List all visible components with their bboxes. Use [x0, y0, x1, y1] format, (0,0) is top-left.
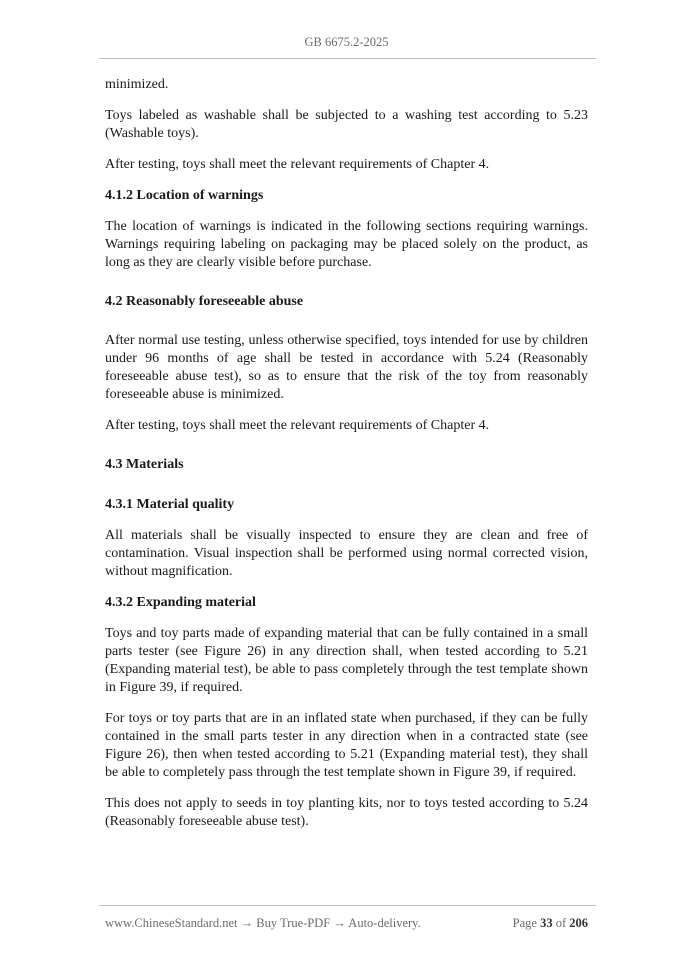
heading-4-1-2: 4.1.2 Location of warnings — [105, 188, 264, 203]
paragraph-expanding-material: Toys and toy parts made of expanding material that can be fully contained in a small parts tester (see Figure 26) in any direction shall, when tested according to 5.21 (Expanding material test), be able to pass completely through the test template shown in Figure 39, if required. — [105, 626, 588, 695]
footer-link-text[interactable]: www.ChineseStandard.net → Buy True-PDF → Auto-delivery. — [105, 916, 421, 930]
paragraph-continuation: minimized. — [105, 77, 169, 92]
page-header: GB 6675.2-2025 — [304, 35, 389, 49]
paragraph-after-testing: After testing, toys shall meet the relevant requirements of Chapter 4. — [105, 157, 490, 172]
heading-4-3-1: 4.3.1 Material quality — [105, 497, 235, 512]
paragraph-after-testing-2: After testing, toys shall meet the relevant requirements of Chapter 4. — [105, 418, 490, 433]
page-total: 206 — [569, 916, 588, 930]
footer-divider — [99, 905, 596, 906]
page-current: 33 — [540, 916, 553, 930]
heading-4-3: 4.3 Materials — [105, 457, 184, 472]
paragraph-material-quality: All materials shall be visually inspected to ensure they are clean and free of contamination. Visual inspection shall be performed using normal corrected vision, without magnification. — [105, 528, 588, 579]
paragraph-inflated-toys: For toys or toy parts that are in an inflated state when purchased, if they can be fully contained in the small parts tester in any direction when in a contracted state (see Figure 26), then when tested according to 5.21 (Expanding material test), they shall be able to completely pass through the test template shown in Figure 39, if required. — [105, 711, 588, 780]
paragraph-warnings-location: The location of warnings is indicated in the following sections requiring warnings. Warnings requiring labeling on packaging may be placed solely on the product, as long as they are clearly visible before purchase. — [105, 219, 588, 270]
paragraph-seeds-exception: This does not apply to seeds in toy planting kits, nor to toys tested according to 5.24 (Reasonably foreseeable abuse test). — [105, 796, 588, 829]
page-word: Page — [512, 916, 537, 930]
document-body — [105, 76, 588, 831]
paragraph-abuse-testing: After normal use testing, unless otherwise specified, toys intended for use by children under 96 months of age shall be tested in accordance with 5.24 (Reasonably foreseeable abuse test), so as to ensure that the risk of the toy from reasonably foreseeable abuse is minimized. — [105, 333, 588, 402]
page-number — [513, 916, 588, 931]
page-of: of — [555, 916, 567, 930]
header-divider — [99, 58, 596, 59]
heading-4-3-2: 4.3.2 Expanding material — [105, 595, 256, 610]
paragraph-washable: Toys labeled as washable shall be subjected to a washing test according to 5.23 (Washable toys). — [105, 108, 588, 141]
heading-4-2: 4.2 Reasonably foreseeable abuse — [105, 294, 304, 309]
